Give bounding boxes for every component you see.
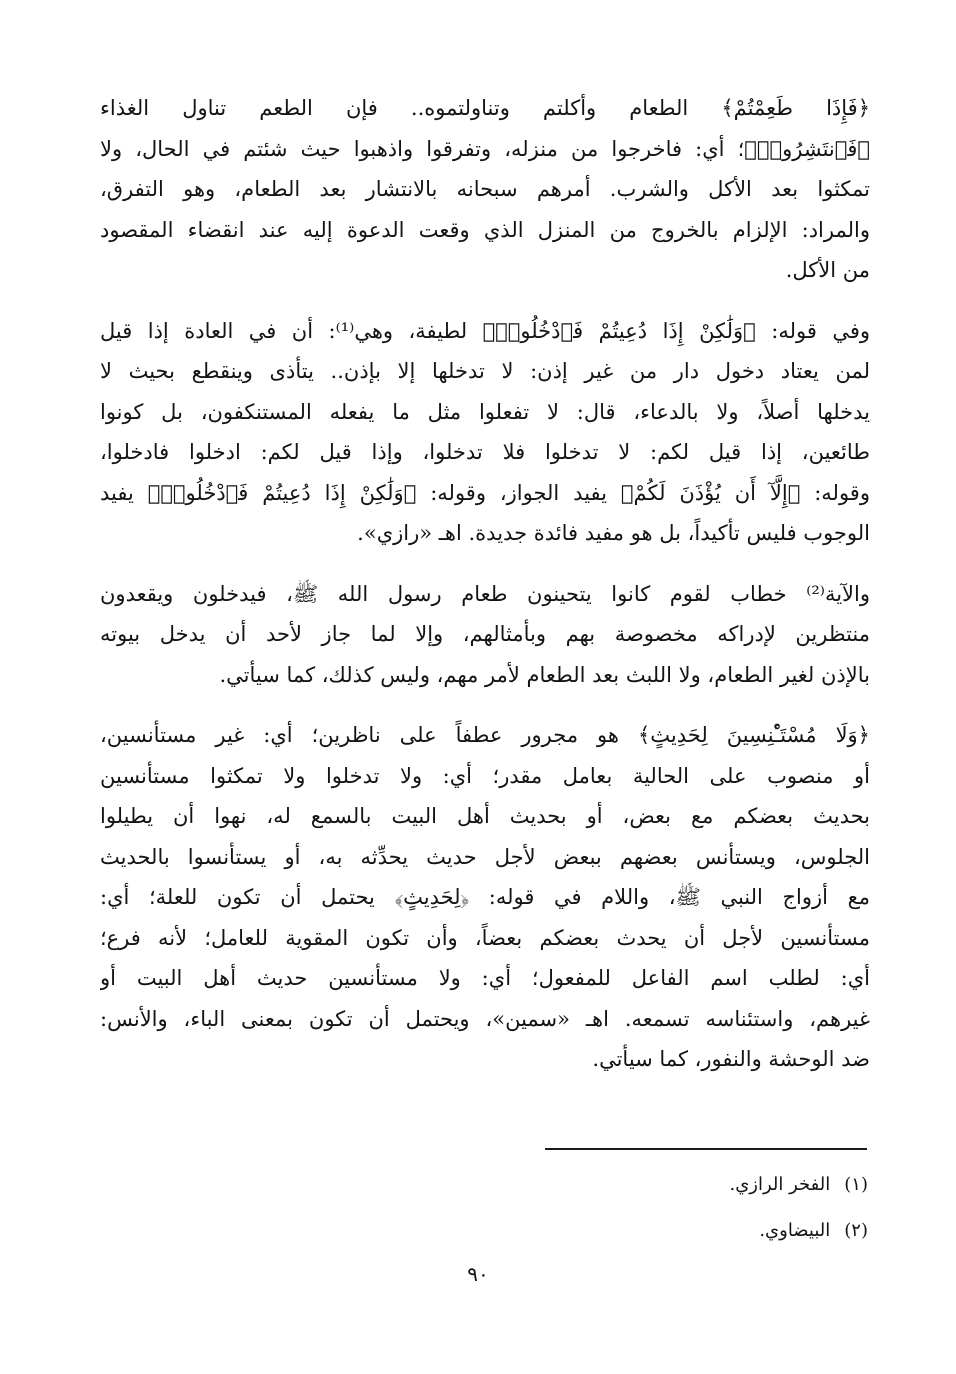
text-line: والمراد: الإلزام بالخروج من المنزل الذي وقعت الدعوة إليه عند انقضاء المقصود — [100, 217, 870, 242]
footnote-number: (٢) — [844, 1220, 868, 1241]
text-line: بالإذن لغير الطعام، ولا اللبث بعد الطعام لأمر مهم، وليس كذلك، كما سيأتي. — [219, 662, 870, 687]
text-line: أي: لطلب اسم الفاعل للمفعول؛ أي: ولا مستأنسين حديث أهل البيت أو — [100, 966, 870, 990]
text-line: لمن يعتاد دخول دار من غير إذن: لا تدخلها إلا بإذن.. يتأذى وينقطع بحيث لا — [100, 359, 870, 383]
text-line: مستأنسين لأجل أن يحدث بعضكم بعضاً، وأن تكون المقوية للعامل؛ لأنه فرع؛ — [100, 925, 870, 950]
page-body — [100, 88, 870, 1100]
text-line: ضد الوحشة والنفور، كما سيأتي. — [592, 1047, 870, 1071]
footnote-divider — [545, 1148, 867, 1150]
footnote-text: الفخر الرازي. — [729, 1174, 831, 1195]
text-line: والآية⁽²⁾ خطاب لقوم كانوا يتحينون طعام رسول الله ﷺ، فيدخلون ويقعدون — [100, 581, 870, 606]
text-line: الجلوس، ويستأنس بعضهم ببعض لأجل حديث يحدِّثه به، أو يستأنسوا بالحديث — [100, 844, 870, 869]
paragraph-4 — [100, 715, 870, 1080]
text-line: ﴿فَإِذَا طَعِمْتُمْ﴾ الطعام وأكلتم وتناولتموه.. فإن الطعم تناول الغذاء — [100, 96, 870, 120]
text-line: غيرهم، واستئناسه تسمعه. اهـ «سمين»، ويحتمل أن تكون بمعنى الباء، والأنس: — [100, 1006, 870, 1031]
text-line: ﴿فَٱنتَشِرُوا۟﴾؛ أي: فاخرجوا من منزله، وتفرقوا واذهبوا حيث شئتم في الحال، ولا — [100, 136, 870, 161]
text-line: وفي قوله: ﴿وَلَٰكِنْ إِذَا دُعِيتُمْ فَٱدْخُلُوا۟﴾ لطيفة، وهي⁽¹⁾: أن في العادة إذا قيل — [100, 318, 870, 343]
paragraph-2 — [100, 311, 870, 554]
text-line: الوجوب فليس تأكيداً، بل هو مفيد فائدة جديدة. اهـ «رازي». — [357, 521, 870, 545]
footnote-1 — [538, 1162, 868, 1208]
text-line: ﴿وَلَا مُسْتَـْٔنِسِينَ لِحَدِيثٍ﴾ هو مجرور عطفاً على ناظرين؛ أي: غير مستأنسين، — [100, 723, 870, 747]
footnotes — [538, 1162, 868, 1254]
text-line: أو منصوب على الحالية بعامل مقدر؛ أي: ولا تدخلوا ولا تمكثوا مستأنسين — [100, 763, 870, 788]
footnote-number: (١) — [844, 1174, 868, 1195]
paragraph-3 — [100, 574, 870, 696]
text-line: يدخلها أصلاً، ولا بالدعاء، قال: لا تفعلوا مثل ما يفعله المستنكفون، بل كونوا — [100, 399, 870, 424]
text-line: منتظرين لإدراكه مخصوصة بهم وبأمثالهم، وإلا لما جاز لأحد أن يدخل بيوته — [100, 622, 870, 646]
text-line: تمكثوا بعد الأكل والشرب. أمرهم سبحانه بالانتشار بعد الطعام، وهو التفرق، — [100, 177, 870, 201]
footnote-2 — [538, 1208, 868, 1254]
paragraph-1 — [100, 88, 870, 291]
text-line: وقوله: ﴿إِلَّآ أَن يُؤْذَنَ لَكُمْ﴾ يفيد الجواز، وقوله: ﴿وَلَٰكِنْ إِذَا دُعِيتُمْ فَٱدْخُلُوا۟﴾ يفيد — [100, 480, 870, 505]
page-number: ٩٠ — [467, 1262, 489, 1286]
text-line: طائعين، إذا قيل لكم: لا تدخلوا فلا تدخلوا، وإذا قيل لكم: ادخلوا فادخلوا، — [100, 440, 870, 464]
text-line: مع أزواج النبي ﷺ، واللام في قوله: ﴿لِحَدِيثٍ﴾ يحتمل أن تكون للعلة؛ أي: — [100, 885, 870, 909]
text-line: من الأكل. — [785, 258, 870, 282]
text-line: بحديث بعضكم مع بعض، أو بحديث أهل البيت بالسمع له، نهوا أن يطيلوا — [100, 804, 870, 828]
footnote-text: البيضاوي. — [759, 1220, 831, 1241]
